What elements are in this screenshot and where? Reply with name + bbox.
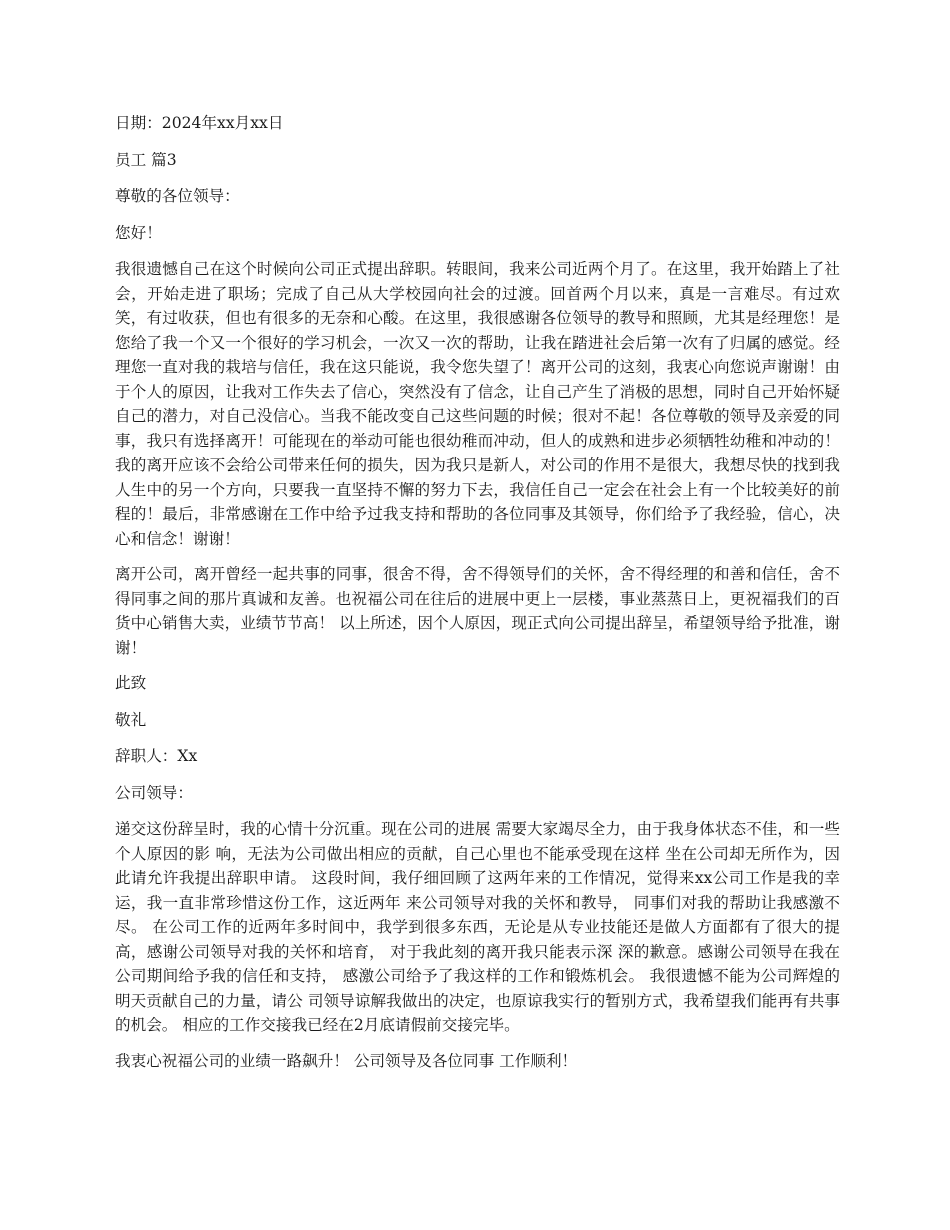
- salutation: 尊敬的各位领导：: [115, 187, 240, 205]
- section-title: 员工 篇3: [115, 150, 177, 169]
- date-line: 日期：2024年xx月xx日: [115, 114, 284, 132]
- signature: 辞职人：Xx: [115, 747, 198, 765]
- closing-line: 此致: [115, 674, 147, 692]
- body-paragraph: 递交这份辞呈时，我的心情十分沉重。现在公司的进展 需要大家竭尽全力，由于我身体状态不佳，和一些个人原因的影 响，无法为公司做出相应的贡献，自己心里也不能承受现在这样 坐在公司却无所作为，因此请允许我提出辞职申请。 这段时间，我仔细回顾了这两年来的工作情况，觉得来xx公司工作是我的幸运，我一直非常珍惜这份工作，这近两年 来公司领导对我的关怀和教导， 同事们对我的帮助让我感激不尽。 在公司工作的近两年多时间中，我学到很多东西，无论是从专业技能还是做人方面都有了很大的提高，感谢公司领导对我的关怀和培育， 对于我此刻的离开我只能表示深 深的歉意。感谢公司领导在我在公司期间给予我的信任和支持， 感激公司给予了我这样的工作和锻炼机会。 我很遗憾不能为公司辉煌的明天贡献自己的力量，请公 司领导谅解我做出的决定，也原谅我实行的暂别方式，我希望我们能再有共事的机会。 相应的工作交接我已经在2月底请假前交接完毕。: [115, 820, 840, 1034]
- greeting: 您好！: [115, 223, 162, 242]
- closing-line: 敬礼: [115, 710, 147, 729]
- salutation-2: 公司领导：: [115, 783, 193, 802]
- resignation-letter: [115, 111, 840, 1084]
- body-paragraph: 我衷心祝福公司的业绩一路飙升！ 公司领导及各位同事 工作顺利！: [115, 1051, 578, 1070]
- body-paragraph: 我很遗憾自己在这个时候向公司正式提出辞职。转眼间，我来公司近两个月了。在这里，我开始踏上了社会，开始走进了职场；完成了自己从大学校园向社会的过渡。回首两个月以来，真是一言难尽。有过欢笑，有过收获，但也有很多的无奈和心酸。在这里，我很感谢各位领导的教导和照顾，尤其是经理您！是您给了我一个又一个很好的学习机会，一次又一次的帮助，让我在踏进社会后第一次有了归属的感觉。经理您一直对我的栽培与信任，我在这只能说，我令您失望了！离开公司的这刻，我衷心向您说声谢谢！由于个人的原因，让我对工作失去了信心，突然没有了信念，让自己产生了消极的思想，同时自己开始怀疑自己的潜力，对自己没信心。当我不能改变自己这些问题的时候；很对不起！各位尊敬的领导及亲爱的同事，我只有选择离开！可能现在的举动可能也很幼稚而冲动，但人的成熟和进步必须牺牲幼稚和冲动的！我的离开应该不会给公司带来任何的损失，因为我只是新人，对公司的作用不是很大，我想尽快的找到我人生中的另一个方向，只要我一直坚持不懈的努力下去，我信任自己一定会在社会上有一个比较美好的前程的！最后，非常感谢在工作中给予过我支持和帮助的各位同事及其领导，你们给予了我经验，信心，决心和信念！谢谢！: [115, 260, 840, 548]
- body-paragraph: 离开公司，离开曾经一起共事的同事，很舍不得，舍不得领导们的关怀，舍不得经理的和善和信任，舍不得同事之间的那片真诚和友善。也祝福公司在往后的进展中更上一层楼，事业蒸蒸日上，更祝福我们的百货中心销售大卖，业绩节节高！ 以上所述，因个人原因，现正式向公司提出辞呈，希望领导给予批准，谢谢！: [115, 565, 840, 657]
